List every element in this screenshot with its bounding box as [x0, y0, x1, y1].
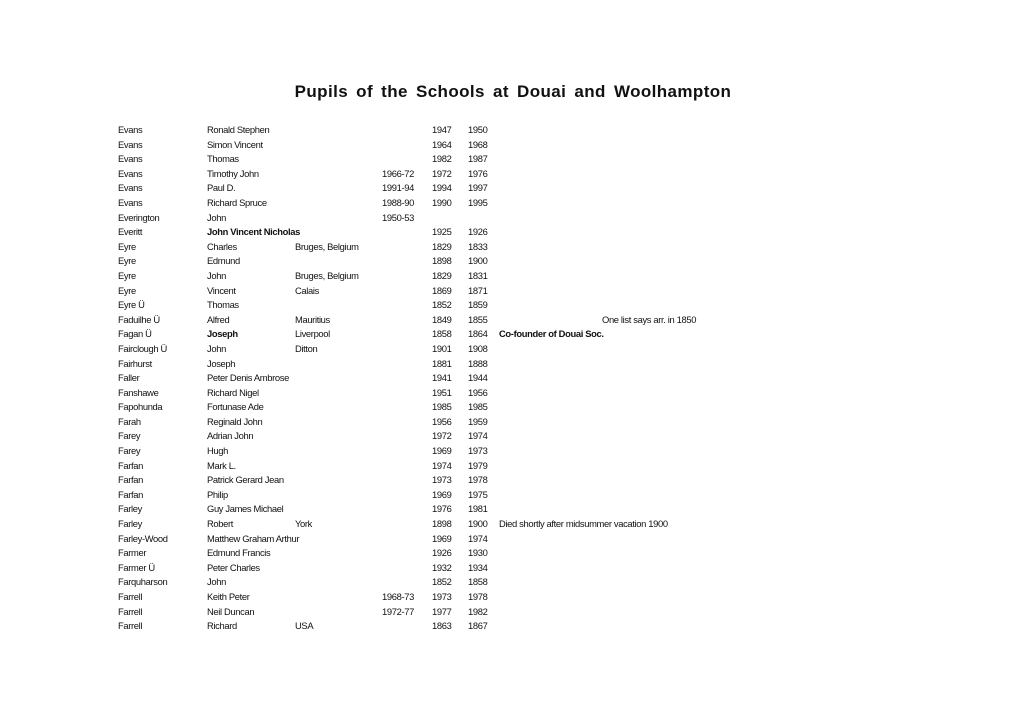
- table-row: [118, 575, 738, 590]
- cell-junior: 1968-73: [382, 591, 414, 602]
- cell-surname: Faduilhe Ü: [118, 313, 160, 325]
- pupil-roster: [118, 123, 738, 634]
- cell-forenames: John: [207, 211, 226, 223]
- table-row: [118, 561, 738, 576]
- cell-start: 1852: [432, 576, 452, 588]
- cell-start: 1990: [432, 196, 452, 208]
- cell-start: 1972: [432, 167, 452, 179]
- cell-start: 1869: [432, 284, 452, 296]
- cell-end: 1997: [468, 182, 488, 194]
- cell-forenames: Simon Vincent: [207, 138, 263, 150]
- cell-place: Ditton: [295, 342, 318, 354]
- cell-end: 1981: [468, 503, 488, 515]
- cell-surname: Fairhurst: [118, 357, 152, 369]
- cell-start: 1985: [432, 401, 452, 413]
- cell-end: 1858: [468, 576, 488, 588]
- cell-start: 1849: [432, 313, 452, 325]
- cell-end: 1926: [468, 226, 488, 238]
- table-row: [118, 517, 738, 532]
- cell-surname: Farfan: [118, 459, 143, 471]
- cell-end: 1985: [468, 401, 488, 413]
- cell-end: 1968: [468, 138, 488, 150]
- table-row: [118, 400, 738, 415]
- cell-start: 1977: [432, 605, 452, 617]
- cell-forenames: Philip: [207, 488, 228, 500]
- cell-surname: Farrell: [118, 591, 143, 602]
- cell-start: 1898: [432, 255, 452, 267]
- cell-end: 1867: [468, 620, 488, 632]
- cell-end: 1975: [468, 488, 488, 500]
- cell-surname: Faller: [118, 372, 140, 384]
- cell-forenames: Peter Charles: [207, 561, 260, 573]
- cell-forenames: John Vincent Nicholas: [207, 226, 301, 238]
- cell-surname: Evans: [118, 196, 143, 208]
- cell-surname: Fanshawe: [118, 386, 159, 398]
- cell-start: 1969: [432, 488, 452, 500]
- cell-end: 1864: [468, 328, 488, 340]
- cell-forenames: Peter Denis Ambrose: [207, 372, 289, 384]
- cell-forenames: Ronald Stephen: [207, 124, 270, 135]
- table-row: [118, 269, 738, 284]
- cell-end: 1995: [468, 196, 488, 208]
- cell-end: 1978: [468, 591, 488, 602]
- cell-start: 1898: [432, 518, 452, 530]
- cell-surname: Evans: [118, 182, 143, 194]
- cell-end: 1908: [468, 342, 488, 354]
- cell-surname: Fairclough Ü: [118, 342, 167, 354]
- cell-start: 1852: [432, 299, 452, 311]
- cell-start: 1881: [432, 357, 452, 369]
- table-row: [118, 181, 738, 196]
- cell-surname: Evans: [118, 167, 143, 179]
- cell-start: 1829: [432, 269, 452, 281]
- cell-end: 1973: [468, 445, 488, 457]
- cell-place: Bruges, Belgium: [295, 269, 359, 281]
- page-title: [0, 82, 1024, 102]
- cell-surname: Farmer: [118, 547, 147, 559]
- cell-forenames: John: [207, 269, 226, 281]
- cell-forenames: Charles: [207, 240, 237, 252]
- cell-forenames: Robert: [207, 518, 234, 530]
- cell-forenames: Richard: [207, 620, 237, 632]
- cell-start: 1858: [432, 328, 452, 340]
- table-row: [118, 386, 738, 401]
- cell-surname: Evans: [118, 153, 143, 165]
- cell-end: 1974: [468, 532, 488, 544]
- cell-surname: Evans: [118, 124, 143, 135]
- cell-end: 1831: [468, 269, 488, 281]
- table-row: [118, 590, 738, 605]
- cell-surname: Fapohunda: [118, 401, 163, 413]
- cell-forenames: Edmund: [207, 255, 240, 267]
- cell-start: 1926: [432, 547, 452, 559]
- cell-surname: Farley-Wood: [118, 532, 168, 544]
- cell-end: 1871: [468, 284, 488, 296]
- cell-end: 1944: [468, 372, 488, 384]
- cell-start: 1973: [432, 474, 452, 486]
- cell-junior: 1972-77: [382, 605, 414, 617]
- table-row: [118, 240, 738, 255]
- cell-forenames: Joseph: [207, 357, 236, 369]
- cell-end: 1982: [468, 605, 488, 617]
- cell-end: 1976: [468, 167, 488, 179]
- table-row: [118, 196, 738, 211]
- table-row: [118, 502, 738, 517]
- table-row: [118, 211, 738, 226]
- cell-start: 1941: [432, 372, 452, 384]
- cell-surname: Eyre: [118, 255, 136, 267]
- table-row: [118, 313, 738, 328]
- cell-junior: 1966-72: [382, 167, 414, 179]
- cell-surname: Eyre: [118, 240, 136, 252]
- cell-start: 1994: [432, 182, 452, 194]
- cell-start: 1976: [432, 503, 452, 515]
- cell-place: York: [295, 518, 313, 530]
- cell-forenames: Thomas: [207, 153, 239, 165]
- cell-surname: Farrell: [118, 605, 143, 617]
- cell-forenames: Fortunase Ade: [207, 401, 264, 413]
- cell-surname: Farfan: [118, 488, 143, 500]
- cell-end: 1987: [468, 153, 488, 165]
- cell-end: 1950: [468, 124, 488, 135]
- cell-end: 1934: [468, 561, 488, 573]
- cell-surname: Eyre: [118, 284, 136, 296]
- cell-forenames: Reginald John: [207, 415, 263, 427]
- table-row: [118, 167, 738, 182]
- cell-start: 1973: [432, 591, 452, 602]
- cell-surname: Evans: [118, 138, 143, 150]
- cell-end: 1956: [468, 386, 488, 398]
- cell-start: 1974: [432, 459, 452, 471]
- table-row: [118, 138, 738, 153]
- cell-forenames: Timothy John: [207, 167, 259, 179]
- cell-surname: Eyre Ü: [118, 299, 145, 311]
- table-row: [118, 357, 738, 372]
- cell-surname: Everitt: [118, 226, 143, 238]
- cell-surname: Farey: [118, 445, 141, 457]
- cell-forenames: Keith Peter: [207, 591, 250, 602]
- cell-forenames: Thomas: [207, 299, 239, 311]
- cell-forenames: Alfred: [207, 313, 230, 325]
- cell-place: Calais: [295, 284, 319, 296]
- cell-surname: Farah: [118, 415, 141, 427]
- cell-end: 1959: [468, 415, 488, 427]
- cell-forenames: Guy James Michael: [207, 503, 284, 515]
- cell-place: Liverpool: [295, 328, 330, 340]
- table-row: [118, 532, 738, 547]
- cell-end: 1978: [468, 474, 488, 486]
- cell-end: 1859: [468, 299, 488, 311]
- cell-forenames: Matthew Graham Arthur: [207, 532, 300, 544]
- cell-note2: One list says arr. in 1850: [602, 313, 697, 325]
- table-row: [118, 546, 738, 561]
- cell-forenames: Joseph: [207, 328, 238, 340]
- cell-surname: Farmer Ü: [118, 561, 155, 573]
- cell-note: Co-founder of Douai Soc.: [499, 328, 604, 340]
- cell-surname: Farrell: [118, 620, 143, 632]
- cell-forenames: Neil Duncan: [207, 605, 255, 617]
- cell-forenames: Richard Nigel: [207, 386, 259, 398]
- table-row: [118, 429, 738, 444]
- cell-forenames: Patrick Gerard Jean: [207, 474, 284, 486]
- table-row: [118, 327, 738, 342]
- cell-junior: 1988-90: [382, 196, 414, 208]
- cell-start: 1925: [432, 226, 452, 238]
- cell-start: 1972: [432, 430, 452, 442]
- cell-place: Mauritius: [295, 313, 330, 325]
- cell-surname: Fagan Ü: [118, 328, 152, 340]
- cell-start: 1982: [432, 153, 452, 165]
- cell-note: Died shortly after midsummer vacation 1900: [499, 518, 668, 530]
- table-row: [118, 605, 738, 620]
- table-row: [118, 298, 738, 313]
- cell-end: 1974: [468, 430, 488, 442]
- cell-surname: Everington: [118, 211, 160, 223]
- cell-surname: Farquharson: [118, 576, 168, 588]
- table-row: [118, 152, 738, 167]
- cell-end: 1979: [468, 459, 488, 471]
- cell-start: 1956: [432, 415, 452, 427]
- cell-start: 1863: [432, 620, 452, 632]
- cell-forenames: Adrian John: [207, 430, 254, 442]
- table-row: [118, 444, 738, 459]
- cell-end: 1855: [468, 313, 488, 325]
- cell-junior: 1950-53: [382, 211, 414, 223]
- table-row: [118, 488, 738, 503]
- table-row: [118, 473, 738, 488]
- cell-start: 1947: [432, 124, 452, 135]
- cell-surname: Eyre: [118, 269, 136, 281]
- cell-start: 1932: [432, 561, 452, 573]
- cell-start: 1964: [432, 138, 452, 150]
- cell-end: 1888: [468, 357, 488, 369]
- cell-forenames: John: [207, 342, 226, 354]
- cell-forenames: Mark L.: [207, 459, 236, 471]
- cell-forenames: John: [207, 576, 226, 588]
- cell-end: 1833: [468, 240, 488, 252]
- cell-forenames: Edmund Francis: [207, 547, 271, 559]
- table-row: [118, 371, 738, 386]
- table-row: [118, 459, 738, 474]
- cell-start: 1829: [432, 240, 452, 252]
- cell-place: USA: [295, 620, 314, 632]
- table-row: [118, 225, 738, 240]
- cell-forenames: Vincent: [207, 284, 236, 296]
- table-row: [118, 415, 738, 430]
- cell-surname: Farey: [118, 430, 141, 442]
- cell-end: 1900: [468, 255, 488, 267]
- table-row: [118, 342, 738, 357]
- table-row: [118, 284, 738, 299]
- cell-junior: 1991-94: [382, 182, 414, 194]
- cell-end: 1930: [468, 547, 488, 559]
- cell-forenames: Richard Spruce: [207, 196, 267, 208]
- table-row: [118, 619, 738, 634]
- cell-surname: Farley: [118, 503, 142, 515]
- table-row: [118, 123, 738, 138]
- cell-start: 1969: [432, 445, 452, 457]
- table-row: [118, 254, 738, 269]
- cell-start: 1901: [432, 342, 452, 354]
- cell-forenames: Paul D.: [207, 182, 236, 194]
- cell-start: 1969: [432, 532, 452, 544]
- page-title-text: Pupils of the Schools at Douai and Woolhampton: [294, 82, 732, 101]
- cell-forenames: Hugh: [207, 445, 229, 457]
- cell-place: Bruges, Belgium: [295, 240, 359, 252]
- cell-surname: Farfan: [118, 474, 143, 486]
- cell-surname: Farley: [118, 518, 142, 530]
- cell-start: 1951: [432, 386, 452, 398]
- cell-end: 1900: [468, 518, 488, 530]
